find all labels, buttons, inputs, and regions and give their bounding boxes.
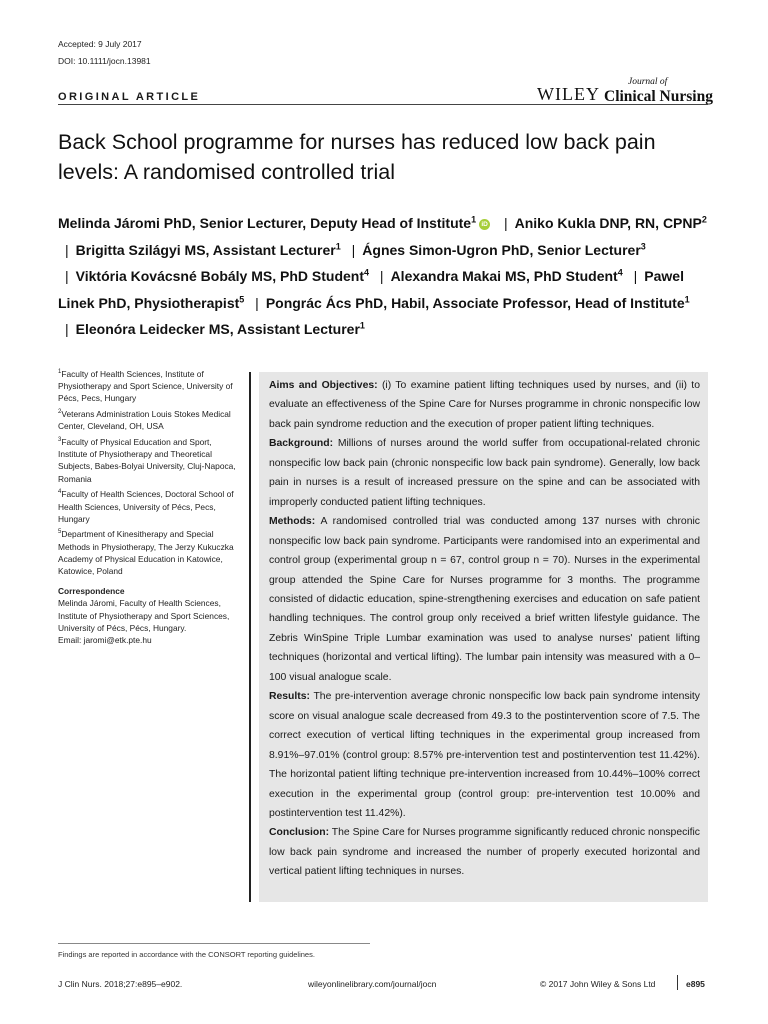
author-name[interactable]: Ágnes Simon-Ugron PhD, Senior Lecturer [362,241,641,258]
abstract-left-rule [249,372,251,902]
abstract-section-text: (i) To examine patient lifting techniques used by nurses, and (ii) to evaluate an effectiveness of the Spine Care for Nurses programme in chronic nonspecific low back pain syndrome reduction and the execution of proper patient lifting techniques. [269,380,700,430]
affiliation-text: Faculty of Physical Education and Sport, Institute of Physiotherapy and Theoretical Subjects, Babes-Bolyai University, Cluj-Napoca, Romania [58,437,236,484]
abstract-section [269,823,700,881]
accepted-date: Accepted: 9 July 2017 [58,39,142,49]
author-separator: | [503,215,508,231]
author-affiliation-number: 1 [684,293,690,304]
affiliation-list [58,368,243,577]
author-name[interactable]: Pawel Linek PhD, Physiotherapist [58,268,684,311]
author-separator: | [255,294,259,311]
page-number: e895 [686,979,705,989]
author-affiliation-number: 4 [364,267,370,278]
affiliation-number: 4 [58,489,62,496]
doi: DOI: 10.1111/jocn.13981 [58,56,151,66]
author-name[interactable]: Viktória Kovácsné Bobály MS, PhD Student [75,268,365,284]
correspondence-email[interactable]: Email: jaromi@etk.pte.hu [58,635,152,646]
affiliation-number: 5 [58,529,62,536]
author-separator: | [351,241,356,258]
author-name[interactable]: Pongrác Ács PhD, Habil, Associate Professor, Head of Institute [265,294,685,311]
affiliation-item [58,368,243,405]
abstract-section [269,434,700,512]
author-separator: | [633,268,638,284]
author-separator: | [65,268,69,284]
footnote-divider [58,943,370,944]
author-affiliation-number: 1 [335,240,341,251]
abstract-section-label: Aims and Objectives: [269,380,378,391]
journal-of-label: Journal of [628,77,668,87]
author-name[interactable]: Melinda Járomi PhD, Senior Lecturer, Deputy Head of Institute [58,215,472,231]
publisher-logo: WILEY [537,84,600,104]
author-affiliation-number: 1 [471,214,477,225]
copyright-notice: © 2017 John Wiley & Sons Ltd [540,979,656,989]
author-name[interactable]: Alexandra Makai MS, PhD Student [390,268,618,284]
journal-citation: J Clin Nurs. 2018;27:e895–e902. [58,979,183,989]
affiliations-column [58,368,243,646]
author-affiliation-number: 1 [359,320,365,331]
author-separator: | [65,321,69,337]
author-separator: | [379,268,384,284]
orcid-icon[interactable]: iD [479,219,490,230]
abstract-section-label: Results: [269,691,310,703]
abstract-section-text: Millions of nurses around the world suffer from occupational-related chronic nonspecific low back pain (chronic nonspecific low back pain syndrome). Generally, low back pain in nurses is a result of increased pressure on the spine and can be associated with improperly conducted patient lifting techniques. [269,438,700,508]
page-number-divider [677,975,678,990]
affiliation-text: Veterans Administration Louis Stokes Medical Center, Cleveland, OH, USA [58,409,231,432]
author-name[interactable]: Eleonóra Leidecker MS, Assistant Lecturer [75,321,360,337]
abstract-section-label: Conclusion: [269,827,330,839]
abstract-section [269,376,700,434]
author-affiliation-number: 3 [640,240,646,251]
affiliation-text: Faculty of Health Sciences, Institute of Physiotherapy and Sport Science, University of Pécs, Pecs, Hungary [58,369,233,404]
header-divider [58,104,708,105]
abstract-box [259,372,708,902]
abstract-section [269,687,700,823]
author-name[interactable]: Brigitta Szilágyi MS, Assistant Lecturer [75,241,336,258]
journal-name: Clinical Nursing [604,88,713,105]
author-affiliation-number: 2 [701,214,707,225]
affiliation-text: Department of Kinesitherapy and Special Methods in Physiotherapy, The Jerzy Kukuczka Academy of Physical Education in Katowice, Katowice, Poland [58,529,234,577]
journal-url[interactable]: wileyonlinelibrary.com/journal/jocn [308,979,437,989]
affiliation-number: 1 [58,369,62,376]
author-affiliation-number: 5 [239,293,245,304]
author-separator: | [65,241,69,258]
correspondence-heading: Correspondence [58,586,125,597]
affiliation-item [58,528,243,577]
abstract-section [269,512,700,687]
author-name[interactable]: Aniko Kukla DNP, RN, CPNP [514,215,702,231]
affiliation-number: 2 [58,409,62,416]
article-title: Back School programme for nurses has reduced low back pain levels: A randomised controlled trial [58,130,656,184]
abstract-section-label: Methods: [269,516,316,528]
affiliation-item [58,436,243,485]
abstract-section-text: The Spine Care for Nurses programme significantly reduced chronic nonspecific low back pain syndrome and increased the number of properly executed horizontal and vertical patient lifting techniques in nurses. [269,827,701,878]
affiliation-item [58,408,243,432]
affiliation-item [58,488,243,525]
consort-note: Findings are reported in accordance with the CONSORT reporting guidelines. [58,950,315,959]
abstract-section-text: The pre-intervention average chronic nonspecific low back pain syndrome intensity score on visual analogue scale decreased from 49.3 to the postintervention score of 7.5. The correct execution of vertical lifting techniques in the experimental group increased from 8.91%–97.01% (control group: 8.57% pre-intervention test and postintervention test 11.42%). The horizontal patient lifting technique pre-intervention increased from 10.44%–100% correct execution in the experimental group (control group: pre-intervention test 10.00% and postintervention test 11.42%). [269,691,700,819]
abstract-section-label: Background: [269,438,334,450]
correspondence-address: Melinda Járomi, Faculty of Health Sciences, Institute of Physiotherapy and Sport Sciences, University of Pécs, Pécs, Hungary. [58,598,230,633]
article-type-label: ORIGINAL ARTICLE [58,91,201,103]
affiliation-text: Faculty of Health Sciences, Doctoral School of Health Sciences, University of Pécs, Pecs, Hungary [58,489,234,524]
author-list [58,210,718,343]
author-affiliation-number: 4 [617,267,623,278]
abstract-section-text: A randomised controlled trial was conducted among 137 nurses with chronic nonspecific low back pain syndrome. Participants were randomised into an experimental and control group (experimental group n = 67, control group n = 70). Nurses in the experimental group attended the Spine Care for Nurses programme for 3 months. The programme consisted of didactic education, spine-strengthening exercises and education on safe patient handling techniques. The control group only received a brief written lifestyle guidance. The Zebris WinSpine Triple Lumbar examination was used to analyse nurses' patient lifting techniques (horizontal and vertical lifting). The lumbar pain intensity was measured with a 0–100 visual analogue scale. [269,516,700,683]
affiliation-number: 3 [58,437,62,444]
